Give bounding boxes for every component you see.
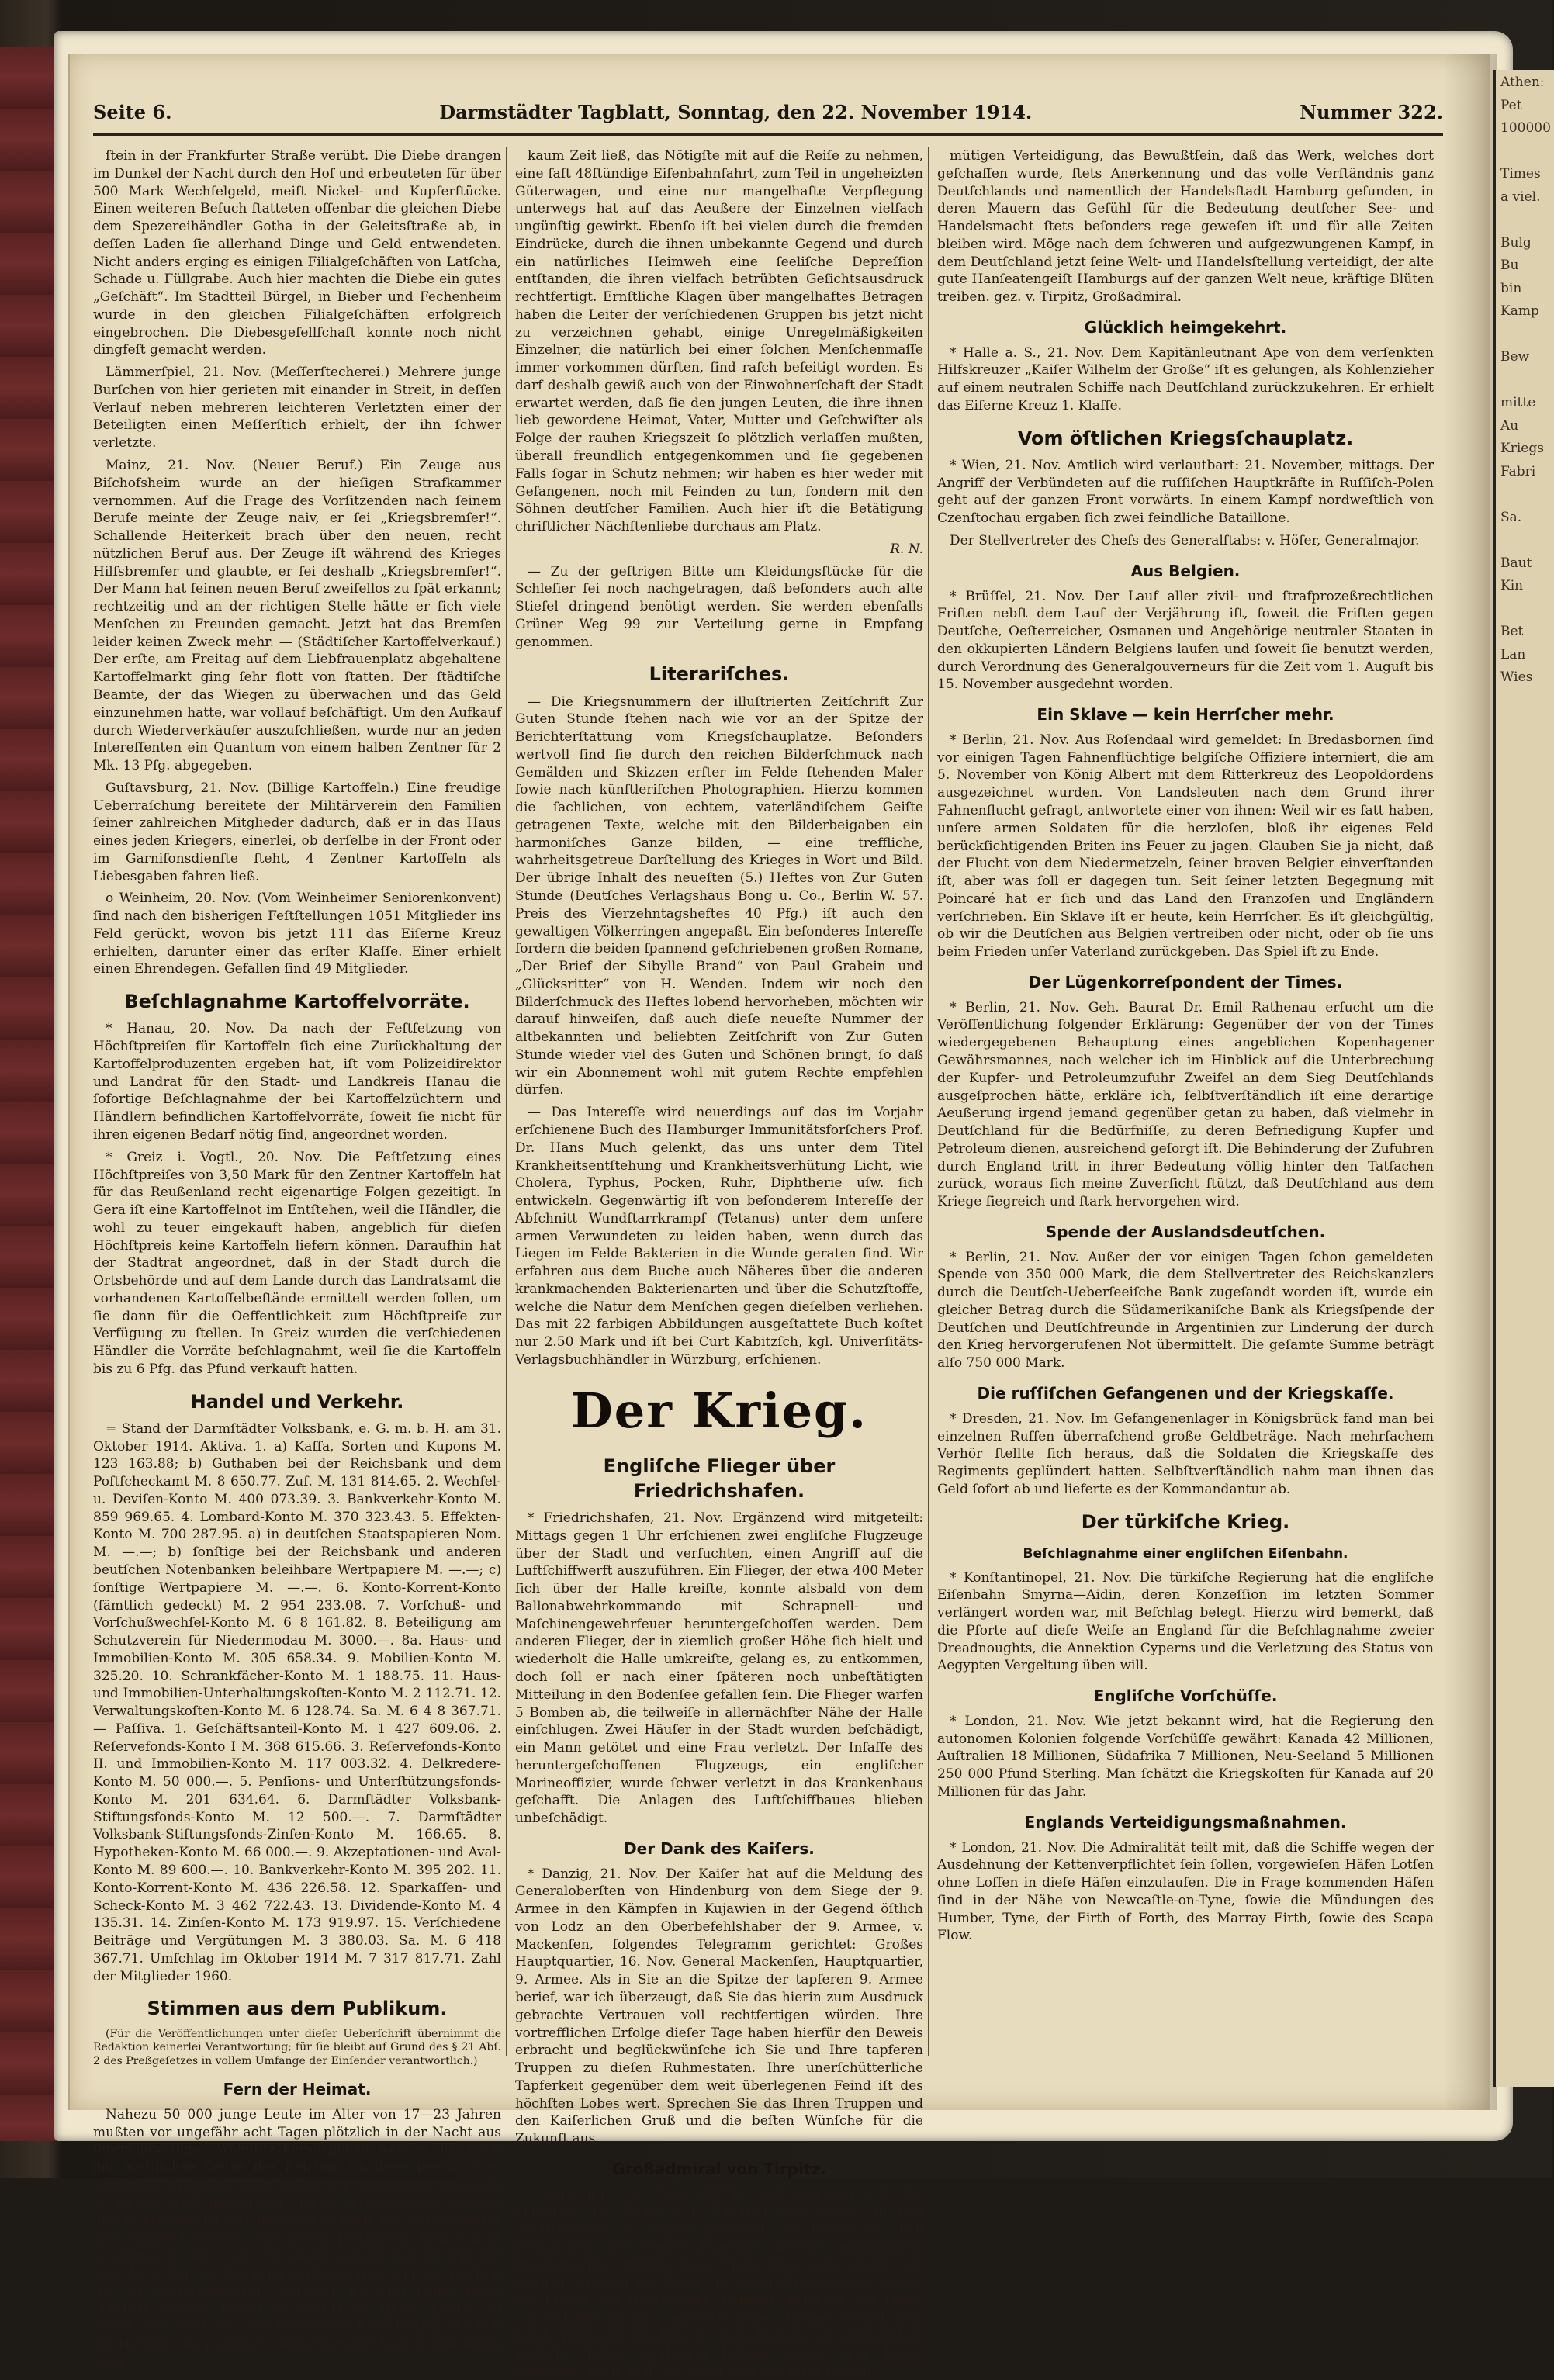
adjacent-page-line: Sa.	[1500, 509, 1522, 525]
article-paragraph: * Greiz i. Vogtl., 20. Nov. Die Feſtſetzung eines Höchſtpreiſes von 3,50 Mark für den Zentner Kartoffeln hat für das Reußenland recht eigenartige Folgen gezeitigt. In Gera iſt eine Kartoffelnot im Entſtehen, weil die Händler, die wohl zu teuer eingekauft haben, angeblich für dieſen Höchſtpreis keine Kartoffeln liefern können. Daraufhin hat der Stadtrat angeordnet, daß in der Stadt durch die Ortsbehörde und auf dem Lande durch das Landratsamt die vorhandenen Kartoffelbeſtände ermittelt werden ſollen, um ſie dann für die Oeffentlichkeit zum Höchſtpreiſe zur Verfügung zu ſtellen. In Greiz wurden die verſchiedenen Händler die Vorräte beſchlagnahmt, weil ſie die Kartoffeln bis zu 6 Pfg. das Pfund verkauft hatten.	[93, 1149, 501, 1377]
adjacent-page-line: Kamp	[1500, 303, 1539, 319]
adjacent-page-line	[1500, 210, 1549, 230]
adjacent-page-strip	[1493, 70, 1554, 2087]
article-paragraph: Lämmerſpiel, 21. Nov. (Meſſerſtecherei.) Mehrere junge Burſchen von hier gerieten mit einander in Streit, in deſſen Verlauf neben mehreren leichteren Verletzten einer der Beteiligten einen Meſſerſtich erhielt, der ihn ſchwer verletzte.	[93, 365, 501, 451]
article-paragraph: * Konſtantinopel, 21. Nov. Die türkiſche Regierung hat die engliſche Eiſenbahn Smyrna—Aidin, deren Konzeſſion im letzten Sommer verlängert worden war, mit Beſchlag belegt. Hierzu wird bemerkt, daß die Pforte auf dieſe Weiſe an England für die Beſchlagnahme zweier Dreadnoughts, die Annektion Cyperns und die Verletzung des Status von Aegypten Vergeltung üben will.	[937, 1569, 1434, 1674]
adjacent-page-line: mitte	[1500, 395, 1536, 410]
editorial-note: (Für die Veröffentlichungen unter dieſer Ueberſchrift übernimmt die Redaktion keinerlei Verantwortung; für ſie bleibt auf Grund des § 21 Abſ. 2 des Preßgeſetzes in vollem Umfange der Einſender verantwortlich.)	[93, 2027, 501, 2067]
signature: R. N.	[890, 541, 923, 557]
article-paragraph: Mainz, 21. Nov. (Neuer Beruf.) Ein Zeuge aus Biſchofsheim wurde an der hieſigen Strafkammer vernommen. Auf die Frage des Vorſitzenden nach ſeinem Berufe meinte der Zeuge naiv, er ſei „Kriegsbremſer!“. Schallende Heiterkeit brach über den neuen, recht nützlichen Beruf aus. Der Zeuge iſt während des Krieges Hilfsbremſer und glaubte, er ſei deshalb „Kriegsbremſer!“. Der Mann hat ſeinen neuen Beruf zweifellos zu ſpät erkannt; rechtzeitig und an der richtigen Stelle hätte er ſich viele Menſchen zu Freunden gemacht. Jetzt hat das Bremſen leider keinen Zweck mehr. — (Städtiſcher Kartoffelverkauf.) Der erſte, am Freitag auf dem Liebfrauenplatz abgehaltene Kartoffelmarkt ging ſehr flott von ſtatten. Der ſtädtiſche Beamte, der das Wiegen zu überwachen und das Geld einzunehmen hatte, war vollauf beſchäftigt. Um den Aufkauf durch Wiederverkäufer auszuſchließen, wurde nur an jeden Intereſſenten ein Quantum von einem halben Zentner für 2 Mk. 13 Pfg. abgegeben.	[93, 458, 501, 774]
adjacent-page-line: Kriegs	[1500, 441, 1544, 456]
adjacent-page-line: Wies	[1500, 669, 1533, 685]
issue-number: Nummer 322.	[1300, 100, 1443, 123]
heading-dank: Der Dank des Kaiſers.	[624, 1839, 815, 1858]
article-paragraph: * London, 21. Nov. Die Admiralität teilt mit, daß die Schiffe wegen der Ausdehnung der Kettenverpflichtet ſein ſollen, vorgewieſen Häfen Lotſen ohne Loſſen in dieſe Häfen einzulaufen. Die in Frage kommenden Häfen ſind in der Nähe von Newcaſtle-on-Tyne, ſowie die Mündungen des Humber, Tyne, der Firth of Forth, des Marray Firth, ſowie des Scapa Flow.	[937, 1839, 1434, 1944]
article-paragraph: — Zu der geſtrigen Bitte um Kleidungsſtücke für die Schleſier ſei noch nachgetragen, daß beſonders auch alte Stiefel dringend benötigt werden. Sie werden ebenfalls Grüner Weg 99 zur Verteilung gerne in Empfang genommen.	[515, 563, 923, 650]
adjacent-page-line: Lan	[1500, 646, 1526, 662]
adjacent-page-line: a viel.	[1500, 189, 1541, 205]
article-paragraph: — Die Kriegsnummern der illuſtrierten Zeitſchrift Zur Guten Stunde ſtehen nach wie vor an der Spitze der Berichterſtattung vom Kriegsſchauplatze. Beſonders wertvoll ſind ſie durch den reichen Bilderſchmuck nach Gemälden und Skizzen erſter im Felde ſtehenden Maler ſowie nach künſtleriſchen Photographien. Hierzu kommen die ſachlichen, von echtem, vaterländiſchem Geiſte getragenen Texte, welche mit den Bilderbeigaben ein harmoniſches Ganze bilden, — eine treffliche, wahrheitsgetreue Darſtellung des Krieges in Wort und Bild. Der übrige Inhalt des neueſten (5.) Heftes von Zur Guten Stunde (Deutſches Verlagshaus Bong u. Co., Berlin W. 57. Preis des Vierzehntagsheftes 40 Pfg.) iſt auch den gewaltigen Völkerringen angepaßt. Ein beſonderes Intereſſe fordern die beiden ſpannend geſchriebenen großen Romane, „Der Brief der Sibylle Brand“ von Paul Grabein und „Glücksritter“ von H. Wenden. Indem wir noch den Bilderſchmuck des Heftes lobend hervorheben, möchten wir darauf hinweiſen, daß auch dieſe neueſte Nummer der altbekannten und beliebten Zeitſchrift von Zur Guten Stunde wieder viel des Guten und Schönen bringt, ſo daß wir ein Abonnement wohl mit gutem Rechte empfehlen dürfen.	[515, 694, 923, 1098]
adjacent-page-line	[1500, 600, 1549, 620]
column-separator	[928, 147, 929, 2056]
adjacent-page-line: Bulg	[1500, 234, 1532, 251]
adjacent-page-line	[1500, 531, 1549, 551]
adjacent-page-line: Au	[1500, 417, 1519, 434]
heading-kartoffel: Beſchlagnahme Kartoffelvorräte.	[124, 991, 470, 1013]
adjacent-page-line: Times	[1500, 166, 1541, 182]
heading-gluecklich: Glücklich heimgekehrt.	[1084, 317, 1287, 337]
heading-flieger: Engliſche Flieger über Friedrichshafen.	[603, 1455, 836, 1502]
subheading-heimat: Fern der Heimat.	[223, 2080, 372, 2098]
article-paragraph: * Danzig, 21. Nov. Der Kaiſer hat auf die Meldung des Generaloberſten von Hindenburg von dem Siege der 9. Armee in den Kämpfen in Kujawien in der Gegend öſtlich von Lodz an den Oberbefehlshaber der 9. Armee, v. Mackenſen, folgendes Telegramm gerichtet: Großes Hauptquartier, 16. Nov. General Mackenſen, Hauptquartier, 9. Armee. Als in Sie an die Spitze der tapferen 9. Armee berief, war ich überzeugt, daß Sie das hierin zum Ausdruck gebrachte Vertrauen voll rechtfertigen würden. Ihre vortrefflichen Erfolge dieſer Tage haben hierfür den Beweis erbracht und beglückwünſche ich Sie und Ihre tapferen Truppen zu dieſen Ruhmestaten. Ihre unerſchütterliche Tapferkeit gegenüber dem weit überlegenen Feind iſt des höchſten Lobes wert. Sprechen Sie das Ihren Truppen und den Kaiſerlichen Gruß und die beſten Wünſche für die Zukunft aus.	[515, 1866, 923, 2147]
adjacent-page-line	[1500, 371, 1549, 391]
article-paragraph: * Dresden, 21. Nov. Im Gefangenenlager in Königsbrück fand man bei einzelnen Ruſſen überraſchend große Geldbeträge. Nach mehrfachem Verhör ſtellte ſich heraus, daß die Soldaten die Kriegskaſſe des Regiments geplündert hatten. Selbſtverſtändlich nahm man ihnen das Geld ſofort ab und lieferte es der Kommandantur ab.	[937, 1410, 1434, 1497]
adjacent-page-line	[1500, 485, 1549, 505]
article-paragraph: o Weinheim, 20. Nov. (Vom Weinheimer Seniorenkonvent) ſind nach den bisherigen Feſtſtellungen 1051 Mitglieder ins Feld gerückt, wovon bis jetzt 111 das Eiſerne Kreuz erhielten, darunter einer das erſter Klaſſe. Einer erhielt einen Ehrendegen. Gefallen ſind 49 Mitglieder.	[93, 891, 501, 977]
article-paragraph: * Wien, 21. Nov. Amtlich wird verlautbart: 21. November, mittags. Der Angriff der Verbündeten auf die ruſſiſchen Hauptkräfte in Ruſſiſch-Polen geht auf der ganzen Front vorwärts. In einem Kampf nordweſtlich von Czenſtochau ergaben ſich zwei feindliche Bataillone.	[937, 457, 1434, 527]
subheading-tuerkisch: Beſchlagnahme einer engliſchen Eiſenbahn.	[1023, 1545, 1348, 1562]
heading-literarisches: Literariſches.	[649, 663, 790, 686]
article-paragraph: = Stand der Darmſtädter Volksbank, e. G. m. b. H. am 31. Oktober 1914. Aktiva. 1. a) Kaſſa, Sorten und Kupons M. 123 163.88; b) Guthaben bei der Reichsbank und dem Poſtſcheckamt M. 8 650.77. Zuſ. M. 131 814.65. 2. Wechſel- u. Deviſen-Konto M. 400 073.39. 3. Bankverkehr-Konto M. 859 969.65. 4. Lombard-Konto M. 370 323.43. 5. Effekten-Konto M. 700 287.95. a) in deutſchen Staatspapieren Nom. M. —.—; b) ſonſtige bei der Reichsbank und anderen beutſchen Notenbanken beleihbare Wertpapiere M. —.—; c) ſonſtige Wertpapiere M. —.—. 6. Konto-Korrent-Konto (ſämtlich gedeckt) M. 2 954 233.08. 7. Vorſchuß- und Vorſchußwechſel-Konto M. 6 8 161.82. 8. Beteiligung am Schutzverein für Niedermodau M. 3000.—. 8a. Haus- und Immobilien-Konto M. 305 658.34. 9. Mobilien-Konto M. 325.20. 10. Schrankfächer-Konto M. 1 188.75. 11. Haus- und Immobilien-Unterhaltungskoſten-Konto M. 2 112.71. 12. Verwaltungskoſten-Konto M. 6 128.74. Sa. M. 6 4 8 367.71. — Paſſiva. 1. Geſchäftsanteil-Konto M. 1 427 609.06. 2. Reſervefonds-Konto I M. 368 615.66. 3. Reſervefonds-Konto II. und Immobilien-Konto M. 117 003.32. 4. Delkredere-Konto M. 50 000.—. 5. Penſions- und Unterſtützungsfonds-Konto M. 201 634.64. 6. Darmſtädter Volksbank-Stiftungsfonds-Konto M. 12 500.—. 7. Darmſtädter Volksbank-Stiftungsfonds-Zinſen-Konto M. 166.65. 8. Hypotheken-Konto M. 66 000.—. 9. Akzeptationen- und Aval-Konto M. 89 600.—. 10. Bankverkehr-Konto M. 395 202. 11. Konto-Korrent-Konto M. 436 226.58. 12. Sparkaſſen- und Scheck-Konto M. 3 462 722.43. 13. Dividende-Konto M. 4 135.31. 14. Zinſen-Konto M. 173 919.97. 15. Verſchiedene Beiträge und Vergütungen M. 3 380.03. Sa. M. 6 418 367.71. Umſchlag im Oktober 1914 M. 7 317 817.71. Zahl der Mitglieder 1960.	[93, 1420, 501, 1984]
article-paragraph: mütigen Verteidigung, das Bewußtſein, daß das Werk, welches dort geſchaffen wurde, ſtets Anerkennung und das volle Verſtändnis ganz Deutſchlands und namentlich der Handelsſtadt Hamburg gefunden, in deren Mauern das Gefühl für die Bedeutung deutſcher See- und Handelsmacht ſtets beſonders rege geweſen iſt und für alle Zeiten bleiben wird. Möge nach dem ſchweren und aufgezwungenen Kampf, in dem Deutſchland jetzt ſeine Welt- und Handelsſtellung verteidigt, der alte gute Hanſeatengeiſt Hamburgs auf der ganzen Welt neue, kräftige Blüten treiben. gez. v. Tirpitz, Großadmiral.	[937, 148, 1434, 306]
article-paragraph: * Brüſſel, 21. Nov. Der Lauf aller zivil- und ſtrafprozeßrechtlichen Friſten nebſt dem Lauf der Verjährung iſt, ſoweit die Friſten gegen Deutſche, Oeſterreicher, Osmanen und Angehörige neutraler Staaten in den okkupierten Ländern Belgiens laufen und ſoweit ſie benutzt werden, durch Verordnung des Generalgouverneurs für die Zeit vom 1. Auguſt bis 15. November ausgedehnt worden.	[937, 588, 1434, 693]
adjacent-page-line: Kin	[1500, 578, 1524, 593]
adjacent-page-text	[1496, 73, 1554, 688]
krieg-section-title: Der Krieg.	[571, 1382, 867, 1439]
article-paragraph: * Berlin, 21. Nov. Außer der vor einigen Tagen ſchon gemeldeten Spende von 350 000 Mark, die dem Stellvertreter des Reichskanzlers durch die Deutſch-Ueberſeeiſche Bank zugeſandt worden iſt, wurde ein gleicher Betrag durch die Südamerikaniſche Bank als Kriegsſpende der Deutſchen und Deutſchfreunde in Argentinien zur Linderung der durch den Krieg hervorgerufenen Not übermittelt. Die geſamte Summe beträgt alſo 750 000 Mark.	[937, 1249, 1434, 1372]
article-paragraph: * Berlin, 21. Nov. Aus Roſendaal wird gemeldet: In Bredasbornen ſind vor einigen Tagen Fahnenflüchtige belgiſche Offiziere interniert, die am 5. November von König Albert mit dem Ritterkreuz des Leopoldordens ausgezeichnet wurden. Von Landsleuten nach dem Grund ihrer Fahnenflucht gefragt, antwortete einer von ihnen: Weil wir es ſatt haben, unſere armen Soldaten für die herzloſen, bloß ihr eigenes Feld berückſichtigenden Briten ins Feuer zu jagen. Glauben Sie ja nicht, daß der Flucht von dem Niedermetzeln, ſeiner braven Belgier einverſtanden iſt, aber was ſoll er dagegen tun. Seit ſeiner letzten Begegnung mit Poincaré hat er ſich und das Land den Franzoſen und Engländern verſchrieben. Ein Sklave iſt er heute, kein Herrſcher. Es iſt gleichgültig, ob wir die Deutſchen aus Belgien vertreiben oder nicht, oder ob ſie uns beim Frieden unſer Vaterland zurückgeben. Das Spiel iſt zu Ende.	[937, 732, 1434, 960]
page-label: Seite 6.	[93, 100, 172, 123]
newspaper-title-line: Darmstädter Tagblatt, Sonntag, den 22. November 1914.	[439, 100, 1033, 123]
article-paragraph: kaum Zeit ließ, das Nötigſte mit auf die Reiſe zu nehmen, eine faſt 48ſtündige Eiſenbahnfahrt, zum Teil in ungeheizten Güterwagen, und eine nur mangelhafte Verpflegung unterwegs hat auf das Aeußere der Einzelnen vielfach ungünſtig gewirkt. Ebenſo iſt bei vielen durch die fremden Eindrücke, durch die ihnen unbekannte Gegend und durch ein natürliches Heimweh eine ſeeliſche Depreſſion entſtanden, die ihren vielfach betrübten Geſichtsausdruck rechtfertigt. Ernſtliche Klagen über mangelhaftes Betragen haben die Leiter der verſchiedenen Gruppen bis jetzt nicht zu verzeichnen gehabt, einige Unregelmäßigkeiten Einzelner, die natürlich bei einer ſolchen Menſchenmaſſe immer vorkommen dürften, ſind raſch beſeitigt worden. Es darf deshalb gewiß auch von der Einwohnerſchaft der Stadt erwartet werden, daß ſie den jungen Leuten, die ihre ihnen lieb gewordene Heimat, Vater, Mutter und Geſchwiſter als Folge der rauhen Kriegszeit ſo plötzlich verlaſſen mußten, überall freundlich entgegenkommen und ſie gegebenen Falls ſogar in Schutz nehmen; wir haben es hier weder mit Gefangenen, noch mit Feinden zu tun, ſondern mit den Söhnen deutſcher Familien. Auch hier iſt die Betätigung chriſtlicher Nächſtenliebe durchaus am Platz.	[515, 148, 923, 535]
adjacent-page-line: 100000	[1500, 120, 1551, 136]
heading-england: Englands Verteidigungsmaßnahmen.	[1024, 1812, 1347, 1832]
heading-tuerkisch: Der türkiſche Krieg.	[1081, 1510, 1290, 1533]
adjacent-page-line: Bet	[1500, 624, 1524, 639]
heading-oestlich: Vom öſtlichen Kriegsſchauplatz.	[1017, 427, 1354, 449]
adjacent-page-line: Bew	[1500, 349, 1530, 365]
heading-spende: Spende der Auslandsdeutſchen.	[1045, 1222, 1326, 1241]
column-separator	[506, 147, 507, 2056]
article-paragraph: ſtein in der Frankfurter Straße verübt. Die Diebe drangen im Dunkel der Nacht durch den Hof und erbeuteten für über 500 Mark Wechſelgeld, meiſt Nickel- und Kupferſtücke. Einen weiteren Beſuch ſtatteten offenbar die gleichen Diebe dem Spezereihändler Gotha in der Geleitsſtraße ab, in deſſen Laden ſie allerhand Dinge und Geld entwendeten. Nicht anders erging es einigen Filialgeſchäften von Latſcha, Schade u. Füllgrabe. Auch hier machten die Diebe ein gutes „Geſchäft“. Im Stadtteil Bürgel, in Bieber und Fechenheim wurde in den gleichen Filialgeſchäften erfolgreich eingebrochen. Die Diebesgeſellſchaft konnte noch nicht dingfeſt gemacht werden.	[93, 148, 501, 358]
adjacent-page-line: Pet	[1500, 97, 1522, 113]
heading-belgien: Aus Belgien.	[1130, 561, 1241, 580]
header-rule	[93, 133, 1443, 136]
heading-tirpitz: Großadmiral von Tirpitz.	[612, 2159, 826, 2178]
masthead	[93, 93, 1443, 130]
column-2	[515, 147, 923, 2379]
page-curl-shadow	[1443, 54, 1497, 2110]
article-paragraph: * London, 21. Nov. Wie jetzt bekannt wird, hat die Regierung den autonomen Kolonien folgende Vorſchüſſe gewährt: Kanada 42 Millionen, Auſtralien 18 Millionen, Südafrika 7 Millionen, Neu-Seeland 5 Millionen 250 000 Pfund Sterling. Man ſchätzt die Kriegskoſten für Kanada auf 20 Millionen für das Jahr.	[937, 1713, 1434, 1801]
heading-gefangene: Die ruſſiſchen Gefangenen und der Kriegskaſſe.	[977, 1384, 1394, 1403]
article-paragraph: Guſtavsburg, 21. Nov. (Billige Kartoffeln.) Eine freudige Ueberraſchung bereitete der Militärverein den Familien ſeiner zahlreichen Mitglieder dadurch, daß er in das Haus eines jeden Kriegers, einerlei, ob derſelbe in der Front oder im Garniſonsdienſte ſteht, 4 Zentner Kartoffeln als Liebesgaben fahren ließ.	[93, 780, 501, 884]
adjacent-page-line: Fabri	[1500, 463, 1536, 479]
article-paragraph: Nahezu 50 000 junge Leute im Alter von 17—23 Jahren mußten vor ungefähr acht Tagen plötzlich in der Nacht aus ihrem jeweiligen Wohnſitz herausgeholt werden, um nach den weſtlichen Teilen des Reiches um ihrer perſönlichen Sicherheit willen geſchickt zu werden. 5000 davon ſind auch in unſere Stadt gekommen und in verſchiedenen Schulen uſw. in Maſſenquartiere gebracht worden, wo ſie beherbergt und verpflegt werden. Aus dieſem plötzlichen Aufbruch iſt es natürlich, daß viele von dieſen jungen Leuten nur mit dem Nötigſten an Kleidung verſehen ſind und die meiſten ſich in Geldverlegenheit befinden. Es wird daher recht herzlich gebeten, ſoweit es möglich iſt, dieſen Leuten zu helfen, was wohl auch aus Kreiſen der Bevölkerung, die ſich ein Herz für die jungen Schleſier bewahrt haben, geſchehen wird.	[93, 2106, 501, 2370]
heading-sklave: Ein Sklave — kein Herrſcher mehr.	[1037, 705, 1334, 725]
heading-luegen: Der Lügenkorreſpondent der Times.	[1028, 972, 1343, 991]
article-paragraph: * Hanau, 20. Nov. Da nach der Feſtſetzung von Höchſtpreiſen für Kartoffeln ſich eine Zurückhaltung der Kartoffelproduzenten ergeben hat, iſt vom Polizeidirektor und Landrat für den Stadt- und Landkreis Hanau die ſofortige Beſchlagnahme der bei Kartoffelzüchtern und Händlern befindlichen Kartoffelvorräte, ſoweit ſie nicht für ihren eigenen Bedarf nötig ſind, angeordnet worden.	[93, 1021, 501, 1143]
article-paragraph: — Das Intereſſe wird neuerdings auf das im Vorjahr erſchienene Buch des Hamburger Immunitätsforſchers Prof. Dr. Hans Much gelenkt, das uns unter dem Titel Krankheitsentſtehung und Krankheitsverhütung Licht, wie Cholera, Typhus, Pocken, Ruhr, Diphtherie uſw. ſich entwickeln. Gegenwärtig iſt von beſonderem Intereſſe der Abſchnitt Wundſtarrkrampf (Tetanus) unter dem unſere armen Verwundeten zu leiden haben, wenn durch das Liegen im Felde Bakterien in die Wunde geraten ſind. Wir erfahren aus dem Buche auch Näheres über die anderen krankmachenden Bakterienarten und über die Schutzſtoffe, welche die Natur dem Menſchen gegen dieſelben verliehen. Das mit 22 farbigen Abbildungen ausgeſtattete Buch koſtet nur 2.50 Mark und iſt bei Curt Kabitzſch, kgl. Univerſitäts-Verlagsbuchhändler in Würzburg, erſchienen.	[515, 1105, 923, 1368]
adjacent-page-line	[1500, 325, 1549, 345]
column-3	[937, 147, 1434, 2056]
adjacent-page-line: Baut	[1500, 555, 1532, 571]
column-1	[93, 147, 501, 2370]
adjacent-page-line: Bu	[1500, 258, 1519, 273]
article-paragraph: * Berlin, 21. Nov. Geh. Baurat Dr. Emil Rathenau erſucht um die Veröffentlichung folgender Erklärung: Gegenüber der von der Times wiedergegebenen Behauptung eines angeblichen Kopenhagener Gewährsmannes, nach welcher ich im Hinblick auf die Unterbrechung der Kupfer- und Petroleumzufuhr Zweifel an dem Sieg Deutſchlands ausgeſprochen hätte, erkläre ich, ſelbſtverſtändlich iſt eine derartige Aeußerung irgend jemand gegenüber getan zu haben, daß vielmehr in Deutſchland für die Bedürfniſſe, zu deren Befriedigung Kupfer und Petroleum dienen, ausreichend geſorgt iſt. Die Behinderung der Zufuhren durch England tritt in ihrer Bedeutung völlig hinter den Tatſachen zurück, woraus ſich meine Zuverſicht ſtützt, daß Deutſchland aus dem Kriege ſiegreich und ſtark hervorgehen wird.	[937, 999, 1434, 1210]
heading-handel: Handel und Verkehr.	[190, 1390, 404, 1413]
adjacent-page-line: bin	[1500, 280, 1522, 296]
heading-stimmen: Stimmen aus dem Publikum.	[147, 1998, 448, 2020]
article-paragraph: * Hamburg, 21. Nov. (W.T.B. Nichtamtlich.) Auf das anläßlich des Falles von Tſingtau vom Senat an den Staatsſekretär v. Tirpitz gerichtete Schreiben iſt dem Präſidenten des Senats folgende Antwort zugegangen: Bürgermeiſter Predöhl: Euer Magnifizenz ſage ich für die warmen, erhebenden Worte, die Sie als Präſident des Senats der Freien und Hanſe-Stadt Hamburg anläßlich des Falles von Tſingtau an mich gerichtet haben, meinen aufrichtigen Dank. Wenn mir bei dem für mich beſonders ſchmerzlichen Verluſte dieſer herrlichen Kolonie etwas zum Troſte gereichen kann, ſo iſt es, abgeſehen von ihrer helden-	[515, 2186, 923, 2379]
article-paragraph: * Halle a. S., 21. Nov. Dem Kapitänleutnant Ape von dem verſenkten Hilfskreuzer „Kaiſer Wilhelm der Große“ iſt es gelungen, als Kohlenzieher auf einem neutralen Schiffe nach Deutſchland zurückzukehren. Er erhielt das Eiſerne Kreuz 1. Klaſſe.	[937, 344, 1434, 413]
heading-vorschuss: Engliſche Vorſchüſſe.	[1093, 1686, 1278, 1706]
adjacent-page-line	[1500, 142, 1549, 162]
article-paragraph: Der Stellvertreter des Chefs des Generalſtabs: v. Höfer, Generalmajor.	[950, 532, 1420, 548]
article-paragraph: * Friedrichshafen, 21. Nov. Ergänzend wird mitgeteilt: Mittags gegen 1 Uhr erſchienen zwei engliſche Flugzeuge über der Stadt und verſuchten, einen Angriff auf die Luftſchiffwerft auszuführen. Ein Flieger, der etwa 400 Meter ſich über der Halle kreiſte, konnte alsbald von dem Ballonabwehrkommando mit Schrapnell- und Maſchinengewehrfeuer heruntergeſchoſſen werden. Dem anderen Flieger, der in ziemlich großer Höhe ſich hielt und wiederholt die Halle umkreiſte, gelang es, zu entkommen, doch ſoll er nach einer ſpäteren noch unbeſtätigten Mitteilung in den Bodenſee gefallen ſein. Die Flieger warfen 5 Bomben ab, die teilweiſe in allernächſter Nähe der Halle einſchlugen. Zwei Häuſer in der Stadt wurden beſchädigt, ein Mann getötet und eine Frau verletzt. Der Inſaſſe des heruntergeſchoſſenen Flugzeugs, ein engliſcher Marineoffizier, wurde ſchwer verletzt in das Krankenhaus geſchafft. Die Anlagen des Luftſchiffbaues blieben unbeſchädigt.	[515, 1510, 923, 1827]
adjacent-page-line: Athen:	[1500, 74, 1545, 90]
